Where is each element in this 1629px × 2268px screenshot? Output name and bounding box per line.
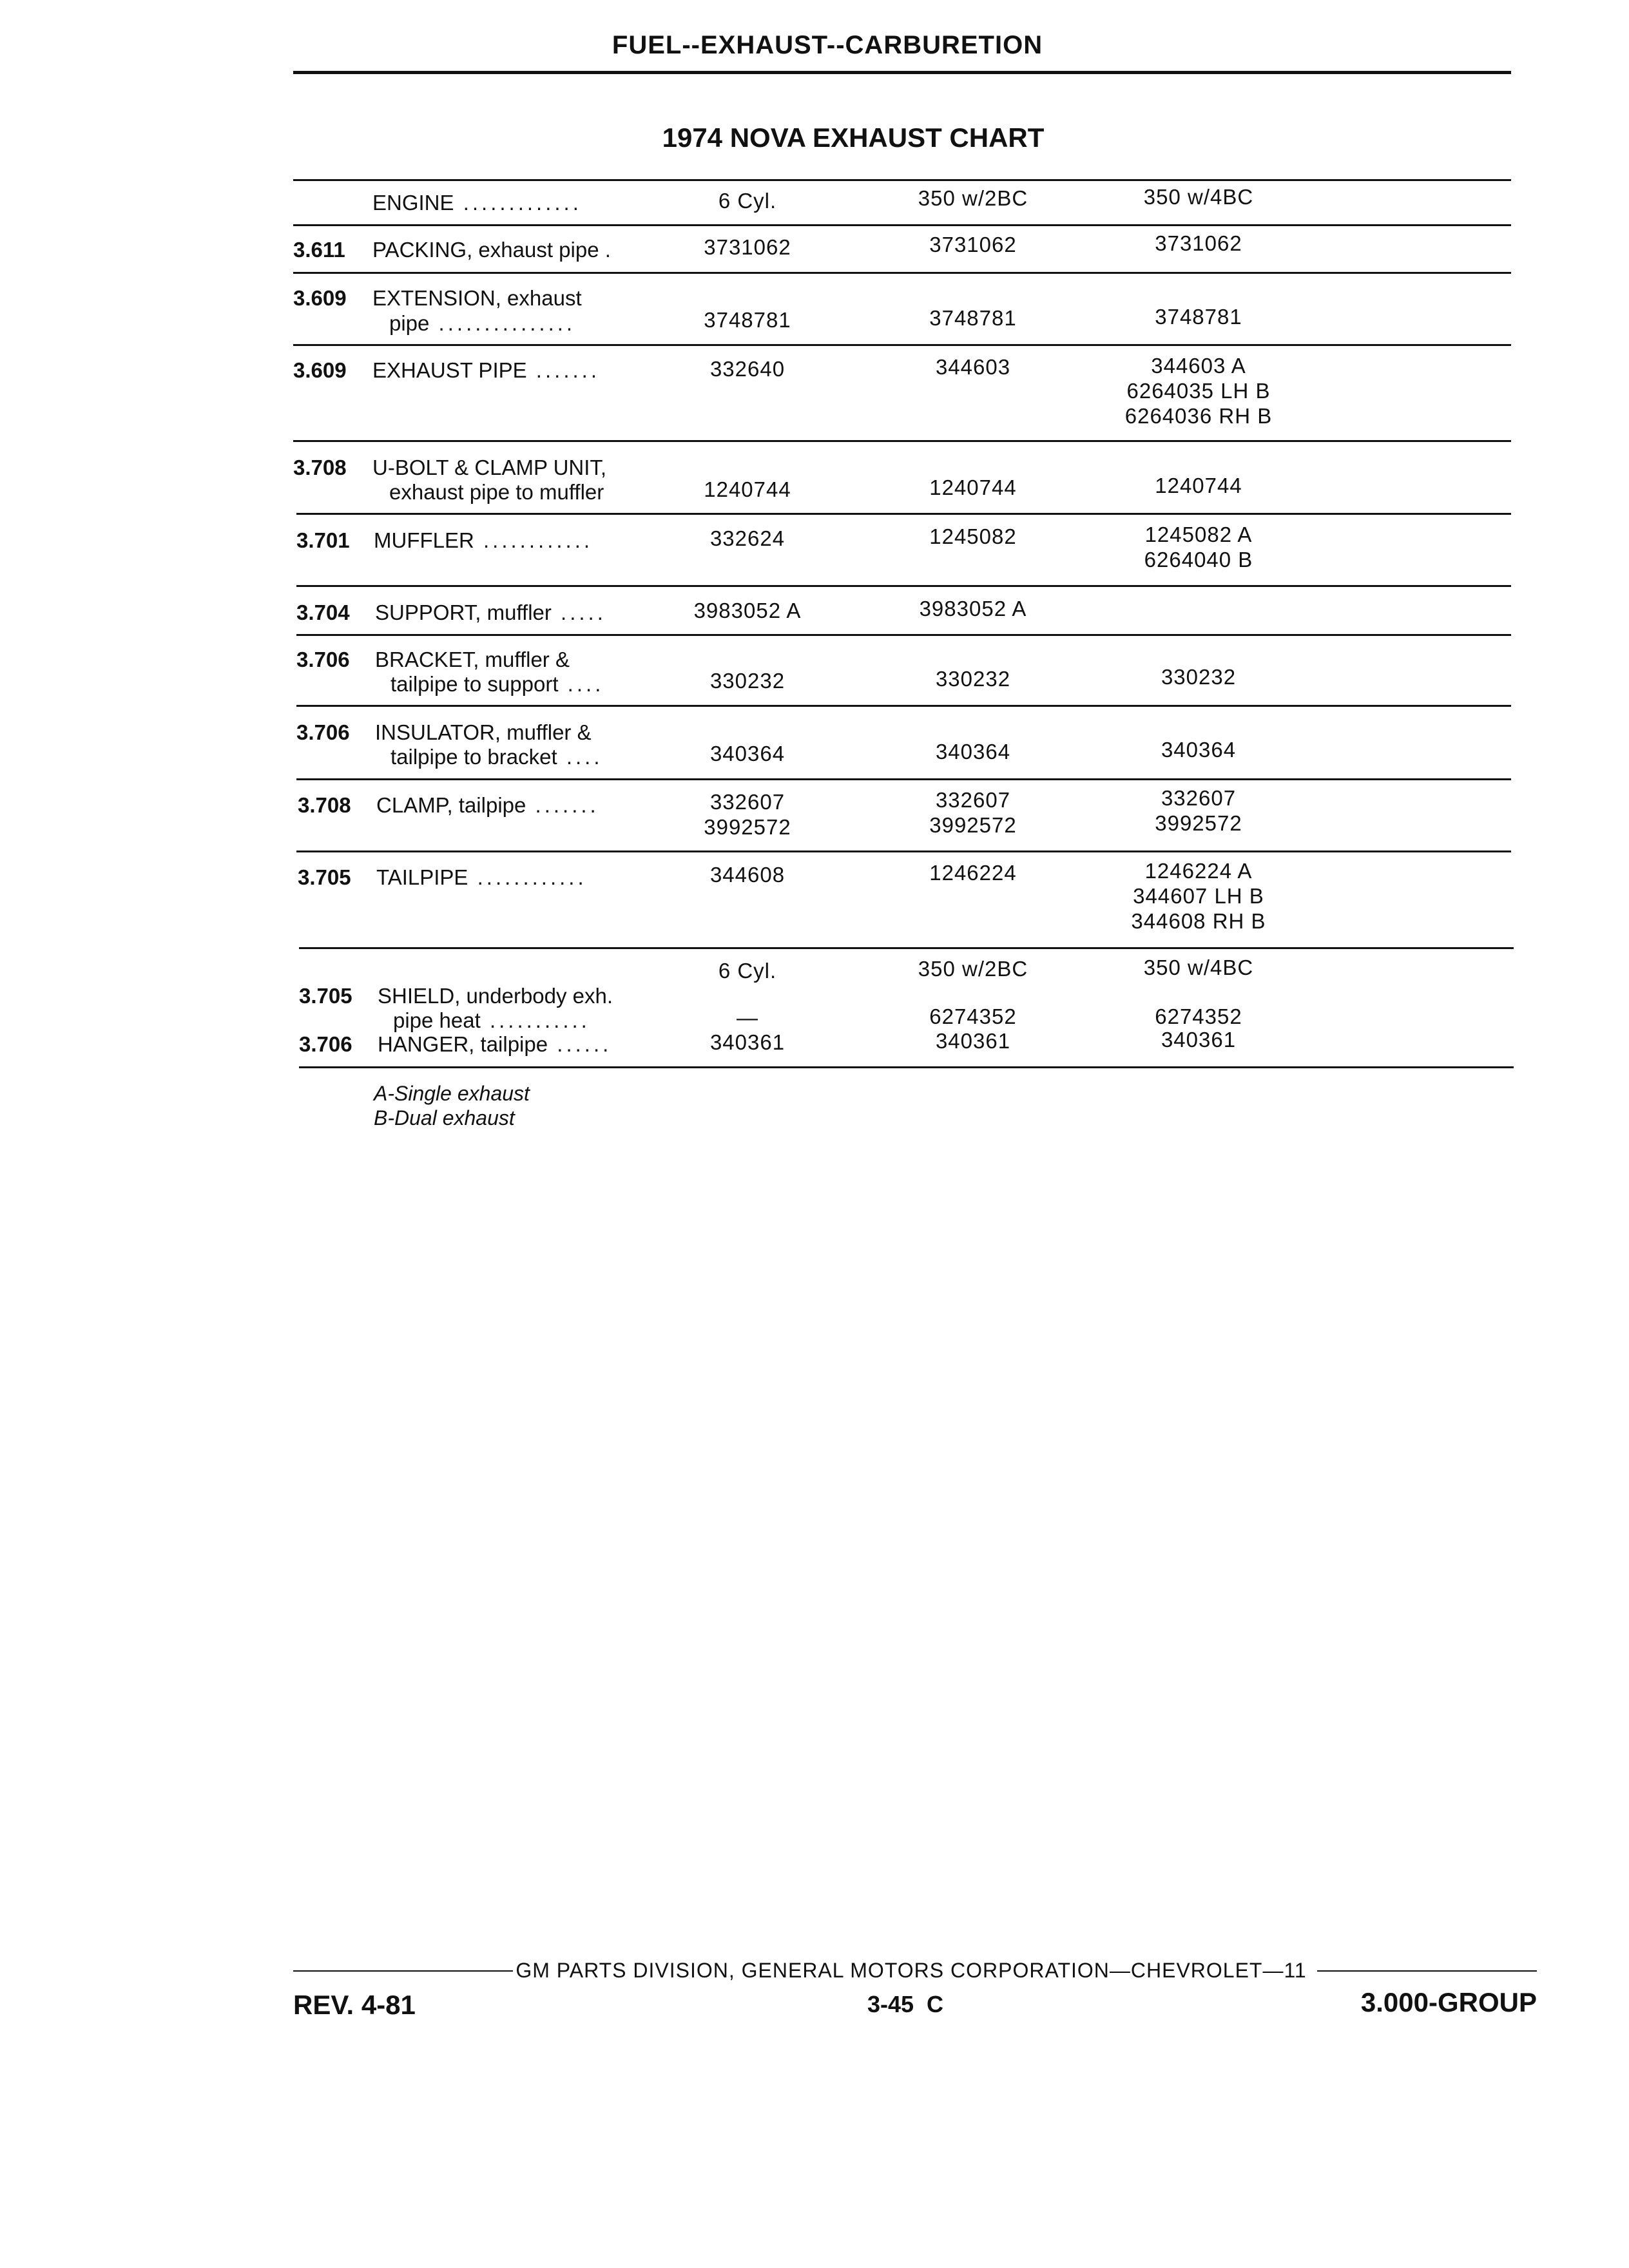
part-description-text: MUFFLER: [374, 528, 474, 552]
group-number: 3.705: [298, 865, 351, 889]
column-header-350-2bc-repeat: 350 w/2BC: [918, 957, 1028, 981]
row-rule: [296, 850, 1511, 852]
row-rule: [296, 705, 1511, 707]
part-description-cont: pipe heat ...........: [393, 1008, 590, 1032]
part-number-6cyl: 330232: [709, 669, 786, 693]
part-number-350-4bc: 3731062: [1155, 231, 1242, 255]
part-number-6cyl: 340364: [709, 742, 786, 765]
row-rule: [296, 513, 1511, 515]
footnote-single-exhaust: A-Single exhaust: [374, 1082, 530, 1105]
part-number-350-2bc: 330232: [935, 667, 1011, 691]
group-number: 3.705: [299, 984, 352, 1008]
part-description-text: HANGER, tailpipe: [378, 1032, 548, 1056]
footer-dash-right: [1317, 1970, 1537, 1972]
group-number: 3.701: [296, 528, 350, 552]
part-description: TAILPIPE ............: [376, 865, 587, 889]
section-title: FUEL--EXHAUST--CARBURETION: [612, 31, 1043, 59]
part-number-350-4bc: 330232: [1161, 665, 1237, 689]
part-description-cont-text: tailpipe to support: [390, 672, 559, 696]
row-rule: [293, 344, 1511, 346]
part-number-350-4bc: 332607 3992572: [1155, 786, 1242, 835]
part-description-cont: pipe ...............: [389, 311, 576, 335]
part-description: SUPPORT, muffler .....: [375, 601, 606, 624]
column-header-350-2bc: 350 w/2BC: [918, 186, 1028, 210]
part-number-6cyl: —: [737, 1006, 758, 1030]
part-description-cont: tailpipe to support ....: [390, 672, 604, 696]
part-number-6cyl: 340361: [709, 1030, 786, 1054]
page-number: 3-45 C: [867, 1991, 944, 2017]
row-rule: [293, 224, 1511, 226]
part-number-6cyl: 332640: [709, 357, 786, 381]
part-number-350-2bc: 3983052 A: [919, 597, 1027, 620]
footer-line: [293, 1959, 1537, 1983]
row-rule: [296, 634, 1511, 636]
group-number: 3.609: [293, 286, 347, 310]
group-number: 3.706: [299, 1032, 352, 1056]
group-number: 3.708: [293, 456, 347, 479]
group-number: 3.704: [296, 601, 350, 624]
part-number-350-2bc: 332607 3992572: [929, 788, 1017, 837]
table-bottom-rule: [299, 1066, 1514, 1068]
part-number-350-2bc: 1245082: [929, 524, 1017, 548]
part-description: EXTENSION, exhaust: [372, 286, 582, 310]
part-number-350-2bc: 1240744: [929, 476, 1017, 499]
part-description-cont-text: pipe heat: [393, 1008, 481, 1032]
part-description-text: EXHAUST PIPE: [372, 358, 527, 382]
row-rule: [296, 585, 1511, 587]
group-number: 3.706: [296, 720, 350, 744]
part-number-350-4bc: 340361: [1161, 1028, 1237, 1052]
part-number-350-4bc: 340364: [1161, 738, 1237, 762]
column-header-350-4bc: 350 w/4BC: [1143, 185, 1254, 209]
part-description: EXHAUST PIPE .......: [372, 358, 600, 382]
part-number-350-2bc: 340361: [935, 1029, 1011, 1053]
row-rule: [293, 272, 1511, 274]
part-number-6cyl: 332607 3992572: [704, 790, 791, 839]
part-number-350-4bc: 3748781: [1155, 305, 1242, 329]
table-top-rule: [293, 179, 1511, 181]
part-number-350-4bc: 1245082 A 6264040 B: [1144, 523, 1253, 572]
part-number-350-4bc: 6274352: [1155, 1004, 1242, 1028]
row-rule: [296, 778, 1511, 780]
part-description: U-BOLT & CLAMP UNIT,: [372, 456, 607, 479]
revision-label: REV. 4-81: [293, 1990, 416, 2020]
header-rule: [293, 71, 1511, 74]
part-number-350-2bc: 340364: [935, 740, 1011, 764]
column-header-6cyl: 6 Cyl.: [718, 189, 777, 213]
group-number: 3.706: [296, 648, 350, 671]
row-rule: [293, 440, 1511, 442]
part-number-6cyl: 344608: [709, 863, 786, 887]
column-header-6cyl-repeat: 6 Cyl.: [718, 959, 777, 983]
group-label: 3.000-GROUP: [1360, 1987, 1537, 2017]
part-number-6cyl: 3731062: [704, 235, 791, 259]
engine-label: ENGINE .............: [372, 191, 582, 215]
part-number-6cyl: 3748781: [704, 308, 791, 332]
part-description-cont: tailpipe to bracket ....: [390, 745, 603, 769]
row-rule: [299, 947, 1514, 949]
footer-publisher: GM PARTS DIVISION, GENERAL MOTORS CORPORATION—CHEVROLET—11: [516, 1959, 1307, 1982]
part-description-text: SUPPORT, muffler: [375, 601, 552, 624]
part-number-6cyl: 1240744: [704, 477, 791, 501]
part-description: PACKING, exhaust pipe .: [372, 238, 611, 262]
group-number: 3.708: [298, 793, 351, 817]
part-description-text: TAILPIPE: [376, 865, 468, 889]
part-number-350-4bc: 1240744: [1155, 474, 1242, 497]
group-number: 3.611: [293, 238, 345, 262]
engine-label-text: ENGINE: [372, 191, 454, 215]
part-number-350-2bc: 3748781: [929, 306, 1017, 330]
part-number-350-2bc: 1246224: [929, 861, 1017, 885]
part-number-350-2bc: 6274352: [929, 1004, 1017, 1028]
part-number-350-4bc: 1246224 A 344607 LH B 344608 RH B: [1131, 859, 1266, 933]
group-number: 3.609: [293, 358, 347, 382]
part-description: BRACKET, muffler &: [375, 648, 570, 671]
part-description-cont: exhaust pipe to muffler: [389, 480, 604, 504]
footnote-dual-exhaust: B-Dual exhaust: [374, 1106, 515, 1129]
part-description-text: CLAMP, tailpipe: [376, 793, 526, 817]
part-description-cont-text: tailpipe to bracket: [390, 745, 557, 769]
part-number-350-2bc: 344603: [935, 355, 1011, 379]
part-description: MUFFLER ............: [374, 528, 593, 552]
part-description-cont-text: pipe: [389, 311, 430, 335]
part-number-6cyl: 332624: [709, 526, 786, 550]
footer-dash-left: [293, 1970, 513, 1972]
column-header-350-4bc-repeat: 350 w/4BC: [1143, 956, 1254, 979]
chart-title: 1974 NOVA EXHAUST CHART: [662, 122, 1045, 153]
part-description: SHIELD, underbody exh.: [378, 984, 613, 1008]
part-number-350-2bc: 3731062: [929, 233, 1017, 256]
part-number-6cyl: 3983052 A: [693, 599, 802, 622]
part-number-350-4bc: 344603 A 6264035 LH B 6264036 RH B: [1124, 354, 1273, 428]
part-description: INSULATOR, muffler &: [375, 720, 592, 744]
footnotes: [374, 1081, 530, 1130]
part-description: CLAMP, tailpipe .......: [376, 793, 599, 817]
part-description: HANGER, tailpipe ......: [378, 1032, 612, 1056]
